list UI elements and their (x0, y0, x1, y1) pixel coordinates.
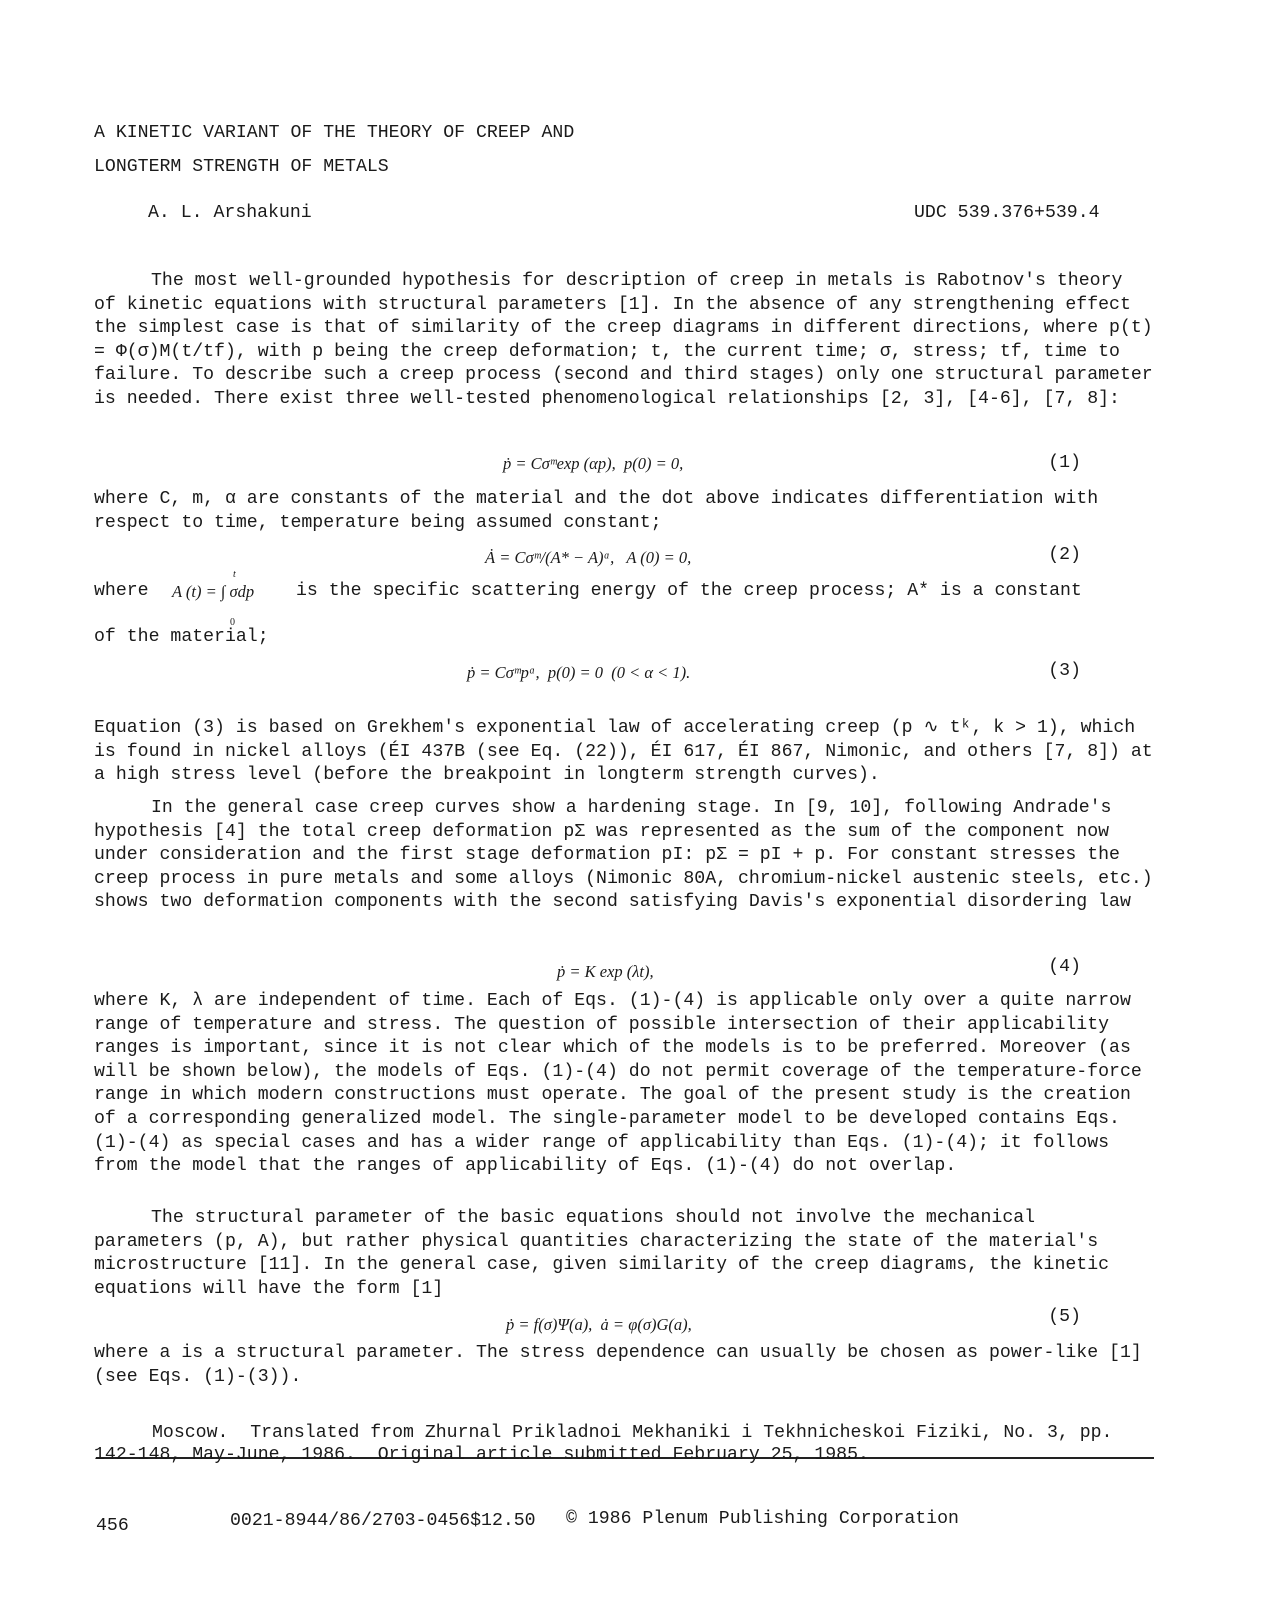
paragraph-hardening: In the general case creep curves show a hardening stage. In [9, 10], following Andrade's hypothesis [4] the total creep deformation pΣ was represented as the sum of the component now under consideration and the first stage deformation pI: pΣ = pI + p. For constant stresses the creep process in pure metals and some alloys (Nimonic 80A, chromium-nickel austenic steels, etc.) shows two deformation components with the second satisfying Davis's exponential disordering law (94, 798, 1153, 913)
udc-code: UDC 539.376+539.4 (914, 203, 1100, 223)
paragraph-stress: where a is a structural parameter. The stress dependence can usually be chosen as power-like [1] (see Eqs. (1)-(3)). (94, 1343, 1142, 1387)
paragraph-structural: The structural parameter of the basic equations should not involve the mechanical parameters (p, A), but rather physical quantities characterizing the state of the material's microstructure [11]. In the general case, given similarity of the creep diagrams, the kinetic equations will have the form [1] (94, 1208, 1110, 1299)
equation-5-number: (5) (1048, 1307, 1081, 1327)
paragraph-applicability: where K, λ are independent of time. Each of Eqs. (1)-(4) is applicable only over a quite narrow range of temperature and stress. The question of possible intersection of their applicability ranges is important, since it is not clear which of the models is to be preferred. Moreover (as will be shown below), the models of Eqs. (1)-(4) do not permit coverage of the temperature-force range in which modern constructions must operate. The goal of the present study is the creation of a corresponding generalized model. The single-parameter model to be developed contains Eqs. (1)-(4) as special cases and has a wider range of applicability than Eqs. (1)-(4); it follows from the model that the ranges of applicability of Eqs. (1)-(4) do not overlap. (94, 991, 1142, 1177)
energy-tail: of the material; (94, 627, 269, 647)
energy-where: where (94, 581, 149, 601)
equation-2-number: (2) (1048, 545, 1081, 565)
page-number: 456 (96, 1516, 129, 1536)
equation-3-number: (3) (1048, 661, 1081, 681)
footnote-line-2: 142-148, May-June, 1986. Original article submitted February 25, 1985. (94, 1445, 869, 1465)
integral-lower-limit: 0 (230, 617, 235, 628)
energy-description: is the specific scattering energy of the creep process; A* is a constant (296, 581, 1082, 601)
equation-3: ṗ = Cσᵐpᵅ, p(0) = 0 (0 < α < 1). (467, 663, 691, 682)
equation-4-number: (4) (1048, 957, 1081, 977)
integral-upper-limit: t (233, 569, 236, 580)
equation-4: ṗ = K exp (λt), (557, 962, 654, 981)
paragraph-intro: The most well-grounded hypothesis for description of creep in metals is Rabotnov's theory of kinetic equations with structural parameters [1]. In the absence of any strengthening effect the simplest case is that of similarity of the creep diagrams in different directions, where p(t) = Φ(σ)M(t/tf), with p being the creep deformation; t, the current time; σ, stress; tf, time to failure. To describe such a creep process (second and third stages) only one structural parameter is needed. There exist three well-tested phenomenological relationships [2, 3], [4-6], [7, 8]: (94, 271, 1153, 409)
author: A. L. Arshakuni (148, 203, 312, 223)
equation-1-number: (1) (1048, 453, 1081, 473)
title-line-1: A KINETIC VARIANT OF THE THEORY OF CREEP AND (94, 123, 575, 143)
paragraph-constants: where C, m, α are constants of the material and the dot above indicates differentiation with respect to time, temperature being assumed constant; (94, 489, 1099, 533)
copyright: © 1986 Plenum Publishing Corporation (566, 1509, 959, 1529)
equation-1: ṗ = Cσᵐexp (αp), p(0) = 0, (503, 454, 684, 473)
title-line-2: LONGTERM STRENGTH OF METALS (94, 157, 389, 177)
energy-integral-definition: A (t) = ∫ σdp (172, 582, 255, 601)
paragraph-grekhem: Equation (3) is based on Grekhem's exponential law of accelerating creep (p ∿ tᵏ, k > 1), which is found in nickel alloys (ÉI 437B (see Eq. (22)), ÉI 617, ÉI 867, Nimonic, and others [7, 8]) at a high stress level (before the breakpoint in longterm strength curves). (94, 718, 1153, 786)
article-code: 0021-8944/86/2703-0456$12.50 (230, 1511, 536, 1531)
equation-5: ṗ = f(σ)Ψ(a), ȧ = φ(σ)G(a), (506, 1315, 692, 1334)
equation-2: Ȧ = Cσᵐ/(A* − A)ᵅ, A (0) = 0, (485, 548, 692, 567)
footnote-line-1: Moscow. Translated from Zhurnal Prikladnoi Mekhaniki i Tekhnicheskoi Fiziki, No. 3, pp. (152, 1423, 1113, 1443)
